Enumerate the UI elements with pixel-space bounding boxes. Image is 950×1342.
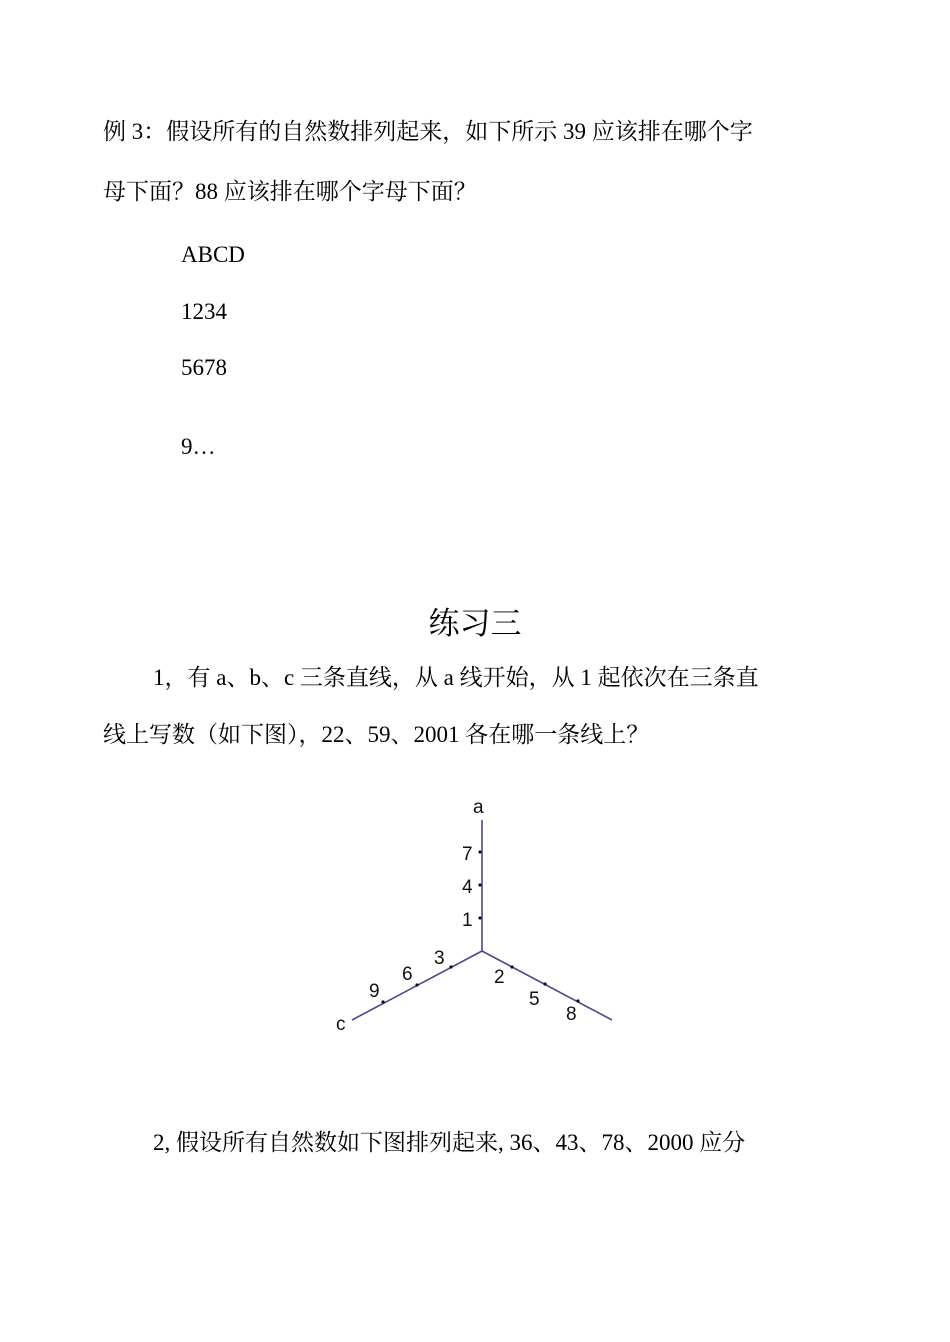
example-3-line-2: 母下面？88 应该排在哪个字母下面？ bbox=[103, 179, 477, 204]
label-8: 8 bbox=[566, 1004, 577, 1025]
question-1-line-1: 1，有 a、b、c 三条直线，从 a 线开始，从 1 起依次在三条直 bbox=[153, 665, 759, 690]
dot-9 bbox=[381, 1000, 384, 1003]
dot-2 bbox=[510, 965, 513, 968]
label-9: 9 bbox=[369, 981, 380, 1002]
sequence-row-1: 1234 bbox=[181, 299, 227, 324]
label-4: 4 bbox=[462, 877, 473, 898]
label-a: a bbox=[473, 797, 484, 818]
dot-3 bbox=[449, 965, 452, 968]
sequence-row-3: 9… bbox=[181, 434, 216, 459]
sequence-row-2: 5678 bbox=[181, 355, 227, 380]
dot-7 bbox=[478, 850, 481, 853]
dot-6 bbox=[415, 983, 418, 986]
question-1-line-2: 线上写数（如下图），22、59、2001 各在哪一条线上？ bbox=[103, 722, 650, 747]
sequence-row-letters: ABCD bbox=[181, 242, 245, 267]
diagram-labels bbox=[336, 797, 577, 1035]
example-3-line-1: 例 3：假设所有的自然数排列起来，如下所示 39 应该排在哪个字 bbox=[103, 119, 753, 144]
dot-8 bbox=[576, 999, 579, 1002]
label-c: c bbox=[336, 1014, 346, 1035]
dot-4 bbox=[478, 883, 481, 886]
label-3: 3 bbox=[434, 948, 445, 969]
question-2-line-1: 2, 假设所有自然数如下图排列起来, 36、43、78、2000 应分 bbox=[153, 1130, 746, 1155]
diagram-lines bbox=[352, 820, 612, 1020]
label-6: 6 bbox=[402, 964, 413, 985]
exercise-title: 练习三 bbox=[428, 606, 522, 641]
label-5: 5 bbox=[529, 989, 540, 1010]
dot-5 bbox=[543, 982, 546, 985]
three-lines-diagram bbox=[300, 780, 660, 1070]
label-1: 1 bbox=[462, 910, 473, 931]
label-2: 2 bbox=[494, 967, 505, 988]
label-7: 7 bbox=[462, 844, 473, 865]
dot-1 bbox=[478, 916, 481, 919]
